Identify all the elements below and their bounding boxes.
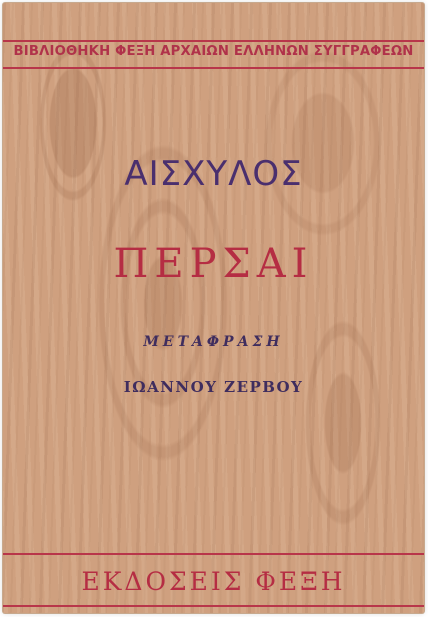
translation-label: ΜΕΤΑΦΡΑΣΗ [143,334,284,350]
top-rule-lower [3,67,424,69]
top-rule-upper [3,40,424,42]
series-title: ΒΙΒΛΙΟΘΗΚΗ ΦΕΞΗ ΑΡΧΑΙΩΝ ΕΛΛΗΝΩΝ ΣΥΓΓΡΑΦΕΩΝ [13,44,414,59]
bottom-rule-upper [3,553,424,555]
book-title: ΠΕΡΣΑΙ [113,241,314,287]
translator-name: ΙΩΑΝΝΟΥ ΖΕΡΒΟΥ [123,378,304,396]
bottom-rule-lower [3,605,424,607]
author-name: ΑΙΣΧΥΛΟΣ [124,154,303,194]
book-cover [3,3,424,613]
publisher-name: ΕΚΔΟΣΕΙΣ ΦΕΞΗ [81,567,346,596]
